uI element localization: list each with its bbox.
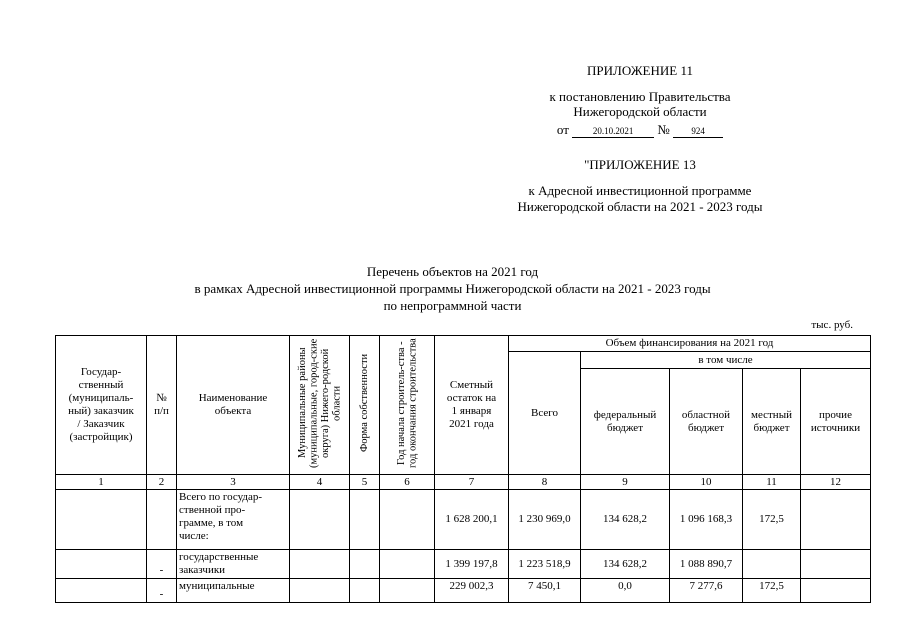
years-header-text: Год начала строитель-ства - год окончания строительства — [395, 338, 418, 468]
appendix-title: ПРИЛОЖЕНИЕ 11 — [587, 63, 693, 78]
col-number: 9 — [581, 475, 670, 490]
col-header-including: в том числе — [581, 352, 871, 369]
cell-other — [801, 490, 871, 550]
col-header-years — [380, 336, 435, 475]
col-number: 2 — [147, 475, 177, 490]
col-header-ownership — [350, 336, 380, 475]
cell-ownership — [350, 490, 380, 550]
col-number: 11 — [743, 475, 801, 490]
cell-federal: 134 628,2 — [581, 550, 670, 579]
resolution-line1: к постановлению Правительства — [549, 89, 731, 104]
cell-num: - — [147, 550, 177, 579]
resolution-line2: Нижегородской области — [573, 104, 707, 119]
col-number: 10 — [670, 475, 743, 490]
cell-other — [801, 579, 871, 603]
program-line1: к Адресной инвестиционной программе — [528, 183, 752, 198]
cell-customer — [56, 490, 147, 550]
cell-years — [380, 550, 435, 579]
col-number: 3 — [177, 475, 290, 490]
col-header-num: № п/п — [147, 336, 177, 475]
cell-balance: 229 002,3 — [435, 579, 509, 603]
cell-local: 172,5 — [743, 490, 801, 550]
cell-regional: 7 277,6 — [670, 579, 743, 603]
date-number-line — [520, 122, 760, 138]
col-header-regional: областной бюджет — [670, 369, 743, 475]
col-number: 7 — [435, 475, 509, 490]
col-header-districts — [290, 336, 350, 475]
cell-local — [743, 550, 801, 579]
appendix13-title: "ПРИЛОЖЕНИЕ 13 — [584, 157, 696, 172]
title-line1: Перечень объектов на 2021 год — [366, 264, 539, 279]
col-header-name: Наименование объекта — [177, 336, 290, 475]
col-number: 1 — [56, 475, 147, 490]
cell-local: 172,5 — [743, 579, 801, 603]
col-number: 6 — [380, 475, 435, 490]
cell-num — [147, 490, 177, 550]
cell-years — [380, 579, 435, 603]
cell-customer — [56, 579, 147, 603]
cell-name: муниципальные — [177, 579, 290, 603]
col-header-customer: Государ- ственный (муниципаль- ный) заказчик / Заказчик (застройщик) — [56, 336, 147, 475]
cell-districts — [290, 550, 350, 579]
cell-regional: 1 088 890,7 — [670, 550, 743, 579]
cell-total: 1 230 969,0 — [509, 490, 581, 550]
cell-federal: 0,0 — [581, 579, 670, 603]
unit-label: тыс. руб. — [811, 319, 853, 331]
from-label: от — [556, 122, 569, 137]
cell-regional: 1 096 168,3 — [670, 490, 743, 550]
program-line2: Нижегородской области на 2021 - 2023 годы — [517, 199, 763, 214]
cell-balance: 1 399 197,8 — [435, 550, 509, 579]
cell-customer — [56, 550, 147, 579]
number-label: № — [657, 122, 670, 137]
column-numbers-row — [56, 475, 871, 490]
cell-num: - — [147, 579, 177, 603]
cell-other — [801, 550, 871, 579]
col-header-other: прочие источники — [801, 369, 871, 475]
title-line3: по непрограммной части — [383, 298, 522, 313]
resolution-number: 924 — [673, 126, 723, 138]
cell-districts — [290, 490, 350, 550]
col-header-local: местный бюджет — [743, 369, 801, 475]
col-number: 8 — [509, 475, 581, 490]
cell-ownership — [350, 550, 380, 579]
cell-balance: 1 628 200,1 — [435, 490, 509, 550]
objects-table — [55, 335, 871, 603]
cell-ownership — [350, 579, 380, 603]
cell-name: государственные заказчики — [177, 550, 290, 579]
cell-total: 1 223 518,9 — [509, 550, 581, 579]
cell-total: 7 450,1 — [509, 579, 581, 603]
table-row — [56, 550, 871, 579]
col-header-balance: Сметный остаток на 1 января 2021 года — [435, 336, 509, 475]
col-number: 4 — [290, 475, 350, 490]
col-number: 12 — [801, 475, 871, 490]
col-header-financing: Объем финансирования на 2021 год — [509, 336, 871, 352]
col-header-total: Всего — [509, 352, 581, 475]
col-number: 5 — [350, 475, 380, 490]
cell-years — [380, 490, 435, 550]
districts-header-text: Муниципальные районы (муниципальные, город-ские округа) Нижего-родской области — [296, 338, 342, 468]
col-header-federal: федеральный бюджет — [581, 369, 670, 475]
cell-name: Всего по государ- ственной про- грамме, в том числе: — [177, 490, 290, 550]
cell-federal: 134 628,2 — [581, 490, 670, 550]
title-line2: в рамках Адресной инвестиционной программы Нижегородской области на 2021 - 2023 годы — [194, 281, 711, 296]
ownership-header-text: Форма собственности — [358, 353, 370, 453]
table-row — [56, 490, 871, 550]
cell-districts — [290, 579, 350, 603]
resolution-date: 20.10.2021 — [572, 126, 654, 138]
table-row — [56, 579, 871, 603]
